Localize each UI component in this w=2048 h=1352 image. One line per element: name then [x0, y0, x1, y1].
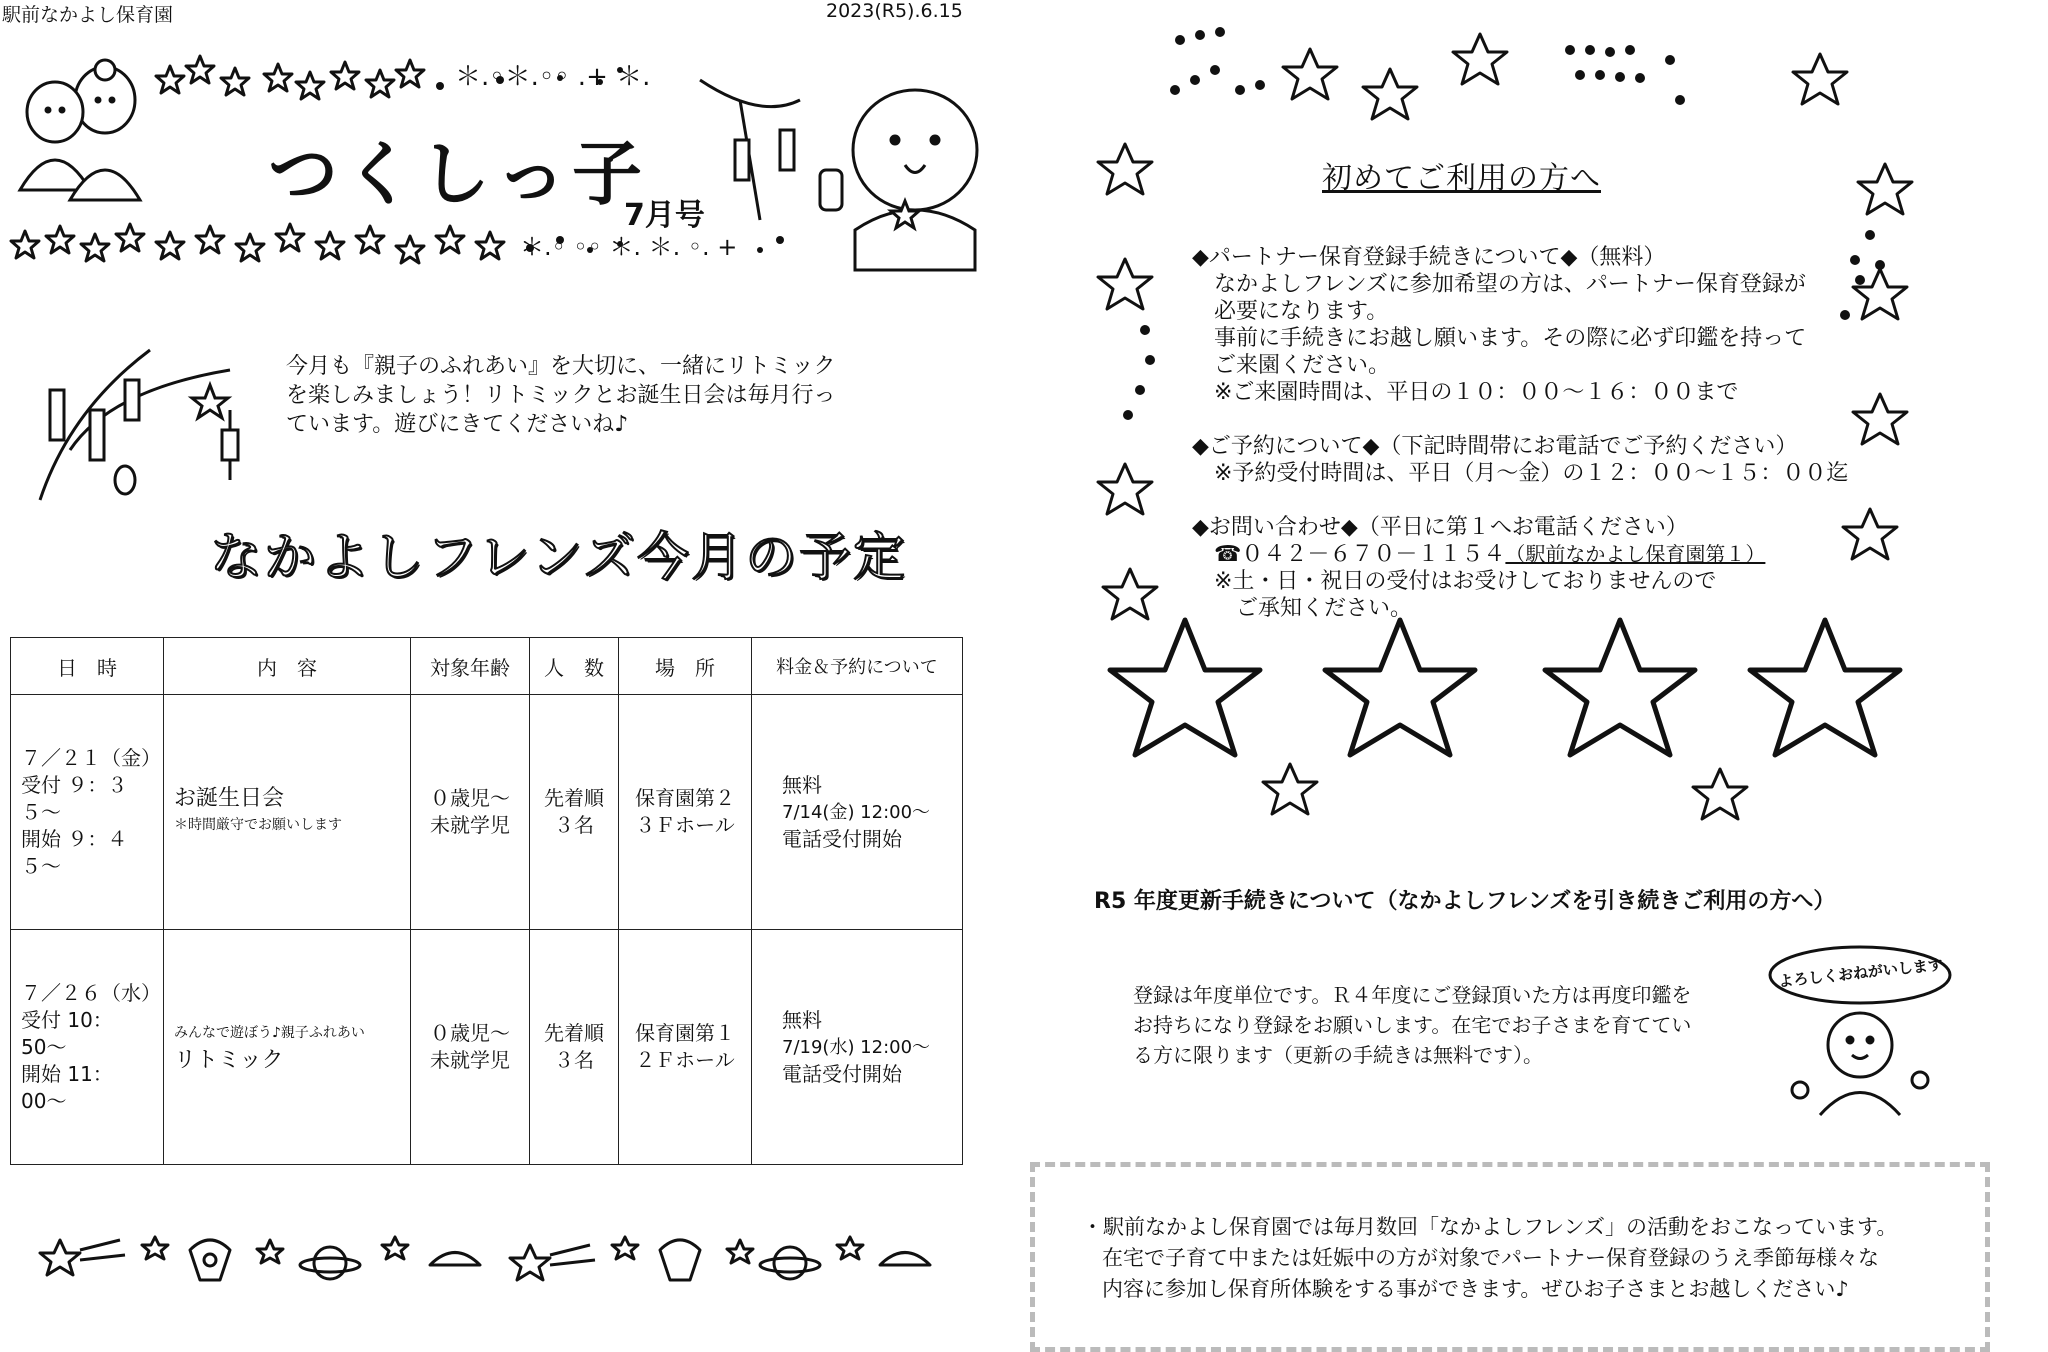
header-place: 場 所 [619, 638, 752, 695]
issue-date: 2023(R5).6.15 [826, 0, 963, 22]
place-line: 保育園第１ [635, 1021, 735, 1045]
partner-line: 必要になります。 [1214, 299, 1389, 324]
fee-line: 電話受付開始 [782, 826, 902, 851]
content-main: リトミック [174, 1048, 284, 1073]
age-line: ０歳児〜 [430, 1021, 510, 1045]
contact-heading: ◆お問い合わせ◆（平日に第１へお電話ください） [1192, 515, 1688, 540]
cell-age [411, 930, 530, 1165]
renewal-body [1133, 980, 1691, 1070]
bamboo-child-illustration [700, 80, 977, 270]
space-decoration-row [30, 1225, 960, 1295]
date-line: ７／２６（水） [21, 980, 161, 1005]
cell-datetime [11, 695, 164, 930]
cell-count [530, 695, 619, 930]
bamboo-decoration-icon [30, 330, 260, 510]
phone-place: （駅前なかよし保育園第１） [1505, 542, 1766, 566]
cell-fee [752, 695, 963, 930]
place-line: ２Ｆホール [635, 1048, 735, 1072]
header-content: 内 容 [164, 638, 411, 695]
reception-line: 受付 10：50〜 [21, 1007, 113, 1059]
first-time-title: 初めてご利用の方へ [1322, 161, 1601, 196]
reception-line: 受付 ９：３５〜 [21, 772, 128, 824]
plan-heading: なかよしフレンズ今月の予定 [210, 528, 908, 588]
greeting-bubble-text: よろしくおねがいします [1777, 955, 1944, 991]
first-time-body [1192, 244, 1848, 622]
intro-line: 今月も『親子のふれあい』を大切に、一緒にリトミック [286, 354, 836, 379]
place-line: 保育園第２ [635, 786, 735, 810]
age-line: 未就学児 [430, 1048, 510, 1072]
place-line: ３Ｆホール [635, 813, 735, 837]
start-line: 開始 ９：４５〜 [21, 826, 128, 878]
note-line: ・駅前なかよし保育園では毎月数回「なかよしフレンズ」の活動をおこなっています。 [1082, 1215, 1898, 1239]
renewal-title: R5 年度更新手続きについて（なかよしフレンズを引き続きご利用の方へ） [1094, 889, 1836, 914]
org-name: 駅前なかよし保育園 [2, 4, 174, 26]
cell-content [164, 930, 411, 1165]
age-line: 未就学児 [430, 813, 510, 837]
newsletter-title: つくしっ子 [268, 133, 648, 215]
count-line: 先着順 [544, 1021, 604, 1045]
phone-number: ☎０４２－６７０－１１５４ [1214, 542, 1506, 567]
renewal-line: お持ちになり登録をお願いします。在宅でお子さまを育ててい [1133, 1013, 1692, 1037]
intro-line: を楽しみましょう！リトミックとお誕生日会は毎月行っ [286, 383, 836, 408]
header-datetime: 日 時 [11, 638, 164, 695]
note-line: 内容に参加し保育所体験をする事ができます。ぜひお子さまとお越しください♪ [1102, 1277, 1849, 1301]
partner-line: ※ご来園時間は、平日の１０：００〜１６：００まで [1214, 380, 1739, 405]
note-line: 在宅で子育て中または妊娠中の方が対象でパートナー保育登録のうえ季節毎様々な [1102, 1246, 1879, 1270]
partner-line: ご来園ください。 [1214, 353, 1391, 378]
activity-note [1082, 1212, 1897, 1305]
svg-text:＊.◦ ◦◦ ＊. ＊. ◦. +: ＊.◦ ◦◦ ＊. ＊. ◦. + [520, 233, 738, 261]
table-row [11, 930, 963, 1165]
fee-line: 7/14(金) 12:00〜 [782, 801, 931, 823]
intro-line: ています。遊びにきてくださいね♪ [286, 412, 629, 437]
contact-line: ※土・日・祝日の受付はお受けしておりませんので [1214, 569, 1717, 594]
schedule-table [10, 637, 963, 1165]
tanabata-couple-illustration [20, 60, 140, 200]
partner-heading: ◆パートナー保育登録手続きについて◆（無料） [1192, 245, 1666, 270]
cell-datetime [11, 930, 164, 1165]
intro-text [286, 352, 836, 439]
renewal-line: る方に限ります（更新の手続きは無料です）。 [1133, 1043, 1543, 1067]
fee-line: 7/19(水) 12:00〜 [782, 1036, 931, 1058]
count-line: ３名 [554, 813, 594, 837]
reserve-heading: ◆ご予約について◆（下記時間帯にお電話でご予約ください） [1192, 434, 1798, 459]
cell-place [619, 930, 752, 1165]
table-row [11, 695, 963, 930]
svg-text:＊.◦＊.◦◦ .+ ＊.: ＊.◦＊.◦◦ .+ ＊. [455, 62, 651, 92]
content-note: みんなで遊ぼう♪親子ふれあい [174, 1025, 365, 1041]
partner-line: 事前に手続きにお越し願います。その際に必ず印鑑を持って [1214, 326, 1807, 351]
header-fee: 料金＆予約について [752, 638, 963, 695]
issue-label: 7月号 [624, 198, 705, 233]
reserve-line: ※予約受付時間は、平日（月〜金）の１２：００〜１５：００迄 [1214, 461, 1849, 486]
header-count: 人 数 [530, 638, 619, 695]
cell-age [411, 695, 530, 930]
content-note: ＊時間厳守でお願いします [174, 817, 342, 833]
fee-line: 電話受付開始 [782, 1061, 902, 1086]
cell-place [619, 695, 752, 930]
partner-line: なかよしフレンズに参加希望の方は、パートナー保育登録が [1214, 272, 1806, 297]
cell-content [164, 695, 411, 930]
fee-line: 無料 [782, 772, 822, 797]
cell-fee [752, 930, 963, 1165]
date-line: ７／２１（金） [21, 745, 161, 770]
count-line: 先着順 [544, 786, 604, 810]
start-line: 開始 11：00〜 [21, 1061, 113, 1113]
contact-line: ご承知ください。 [1236, 596, 1413, 621]
header-age: 対象年齢 [411, 638, 530, 695]
fee-line: 無料 [782, 1007, 822, 1032]
age-line: ０歳児〜 [430, 786, 510, 810]
cell-count [530, 930, 619, 1165]
count-line: ３名 [554, 1048, 594, 1072]
table-header-row [11, 638, 963, 695]
renewal-line: 登録は年度単位です。Ｒ４年度にご登録頂いた方は再度印鑑を [1133, 983, 1692, 1007]
content-main: お誕生日会 [174, 786, 285, 811]
